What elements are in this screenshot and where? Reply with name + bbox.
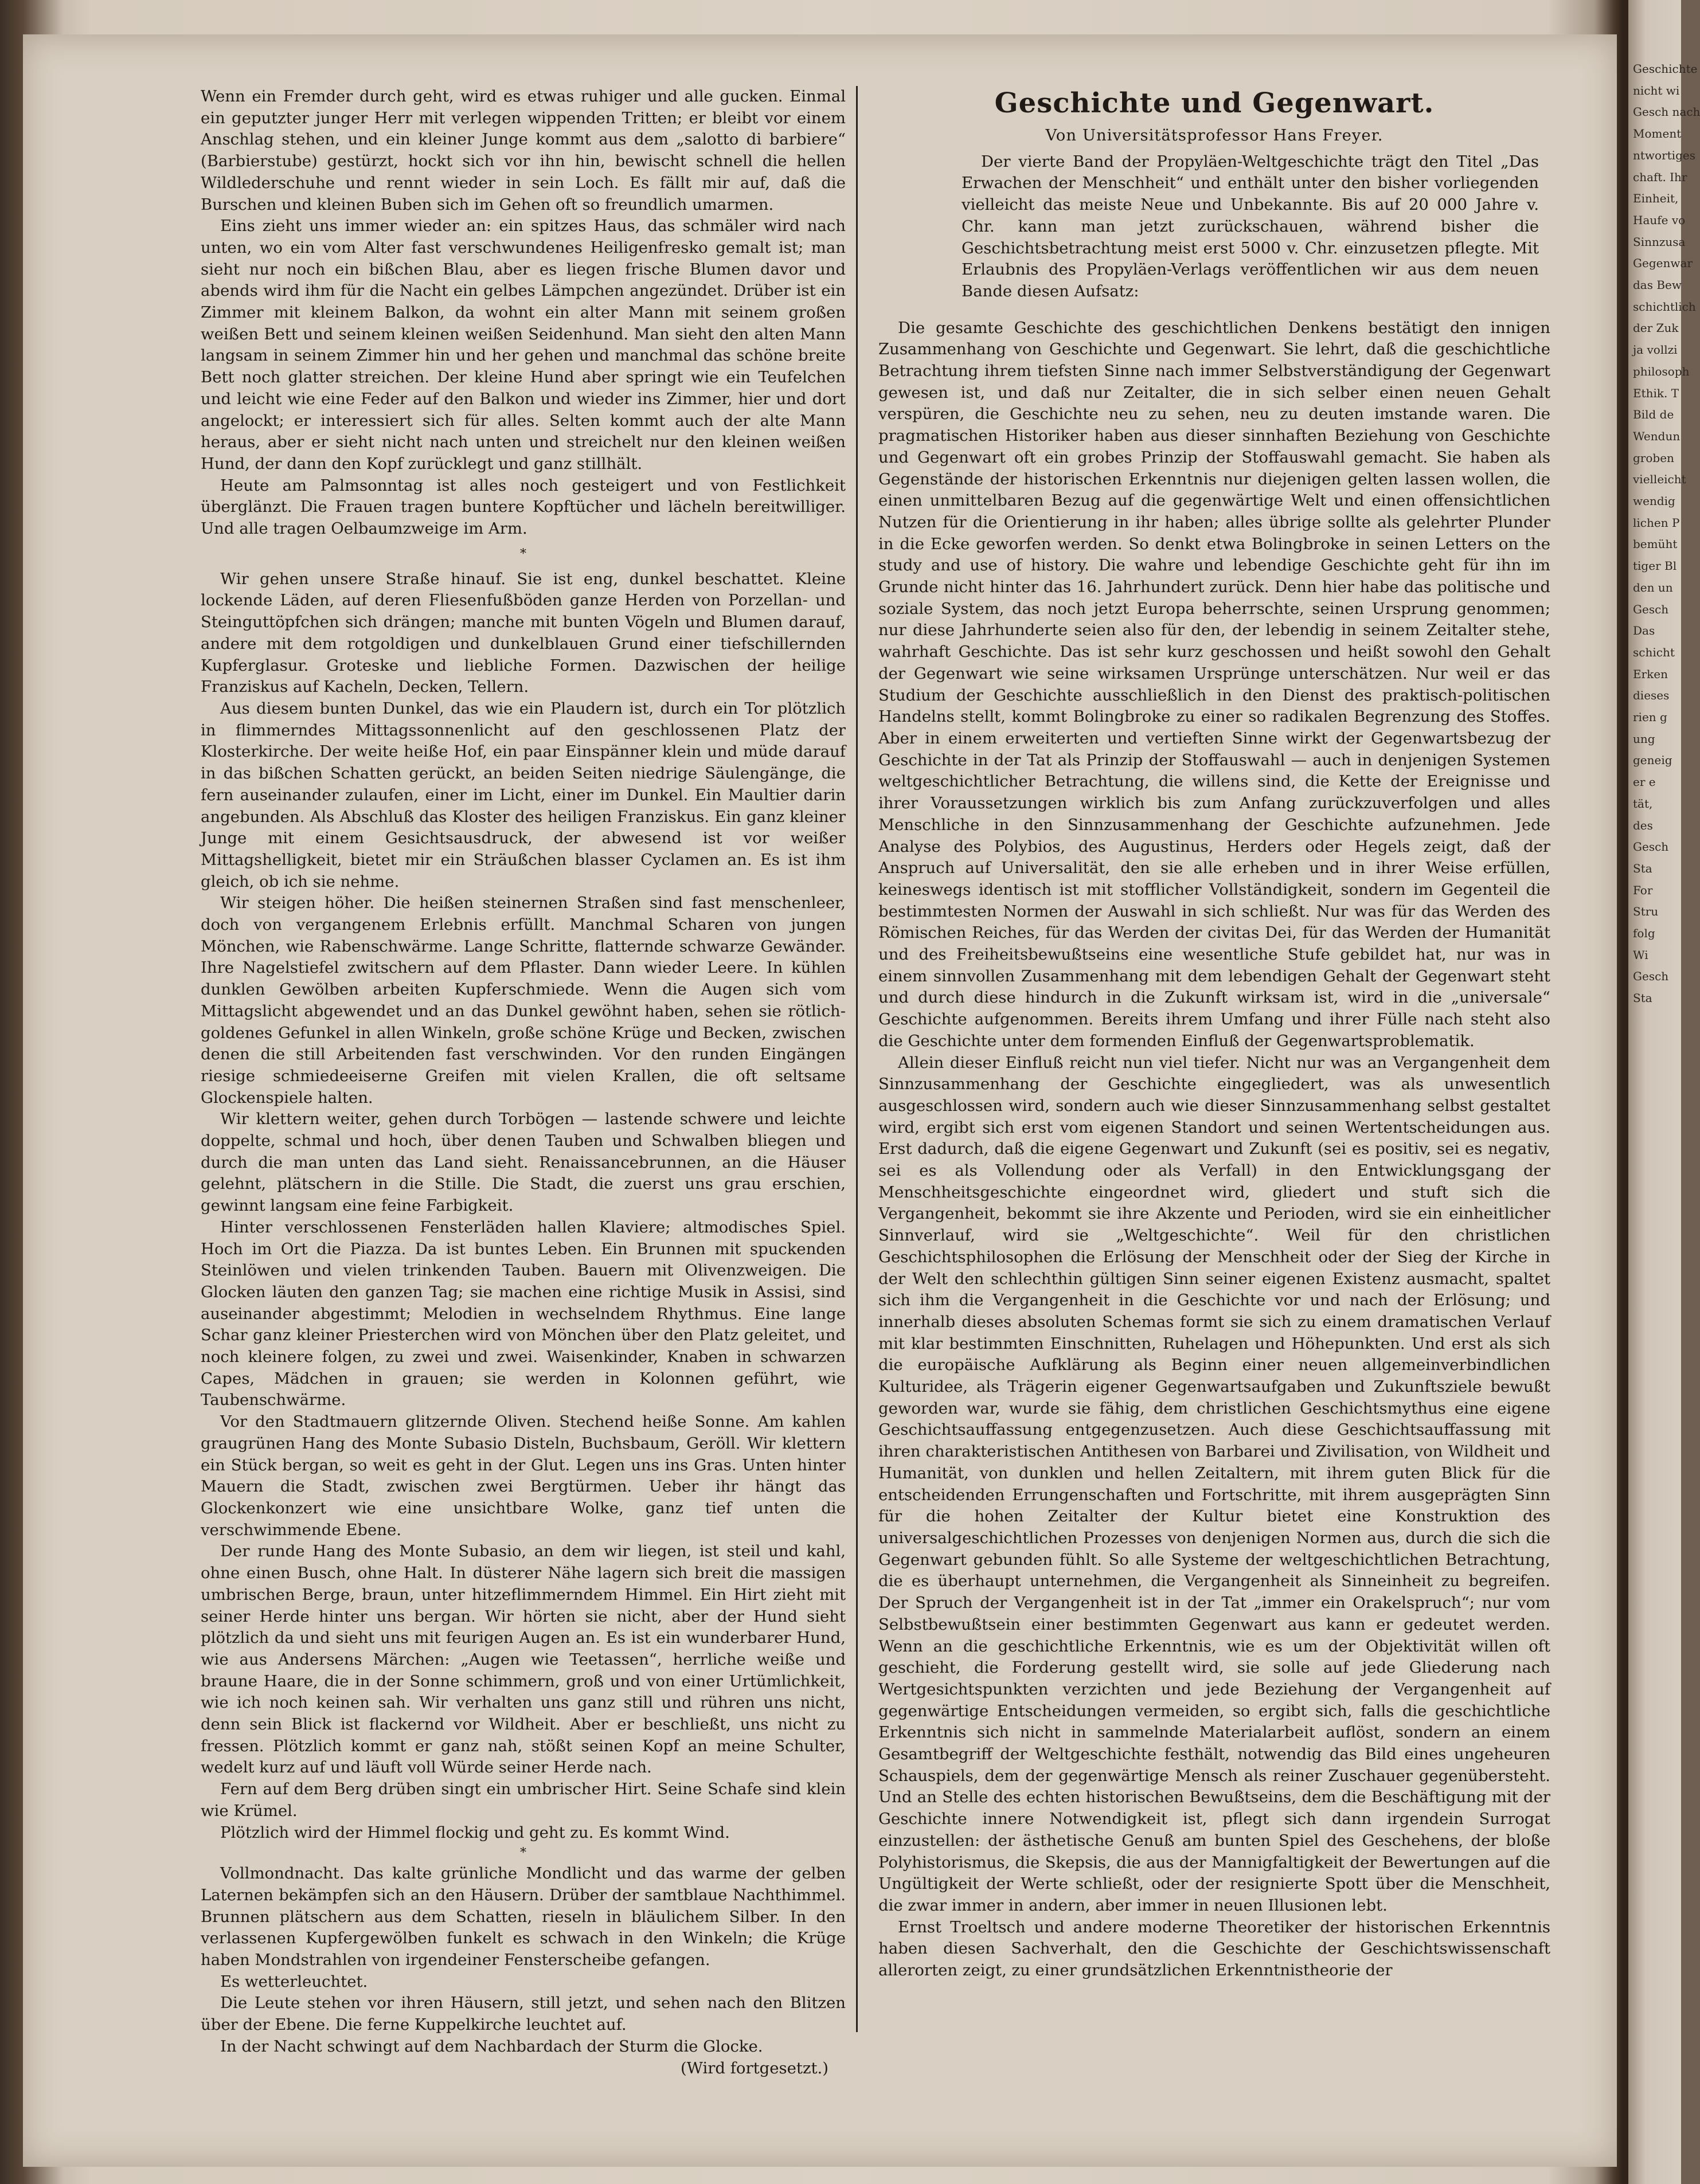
paragraph: Allein dieser Einfluß reicht nun viel tiefer. Nicht nur was an Vergangenheit dem Sinnzusammenhang der Geschichte eingegliedert, was als unwesentlich ausgeschlossen wird, sondern auch wie dieser Sinnzusammenhang selbst gestaltet wird, ergibt sich erst vom eigenen Standort und seinen Wertentscheidungen aus. Erst dadurch, daß die eigene Gegenwart und Zukunft (sei es positiv, sei es negativ, sei es als Vollendung oder als Verfall) in den Entwicklungsgang der Menschheitsgeschichte eingeordnet wird, gliedert und stuft sich die Vergangenheit, bekommt sie ihre Akzente und Perioden, wird sie ein einheitlicher Sinnverlauf, wird sie „Weltgeschichte“. Weil für den christlichen Geschichtsphilosophen die Erlösung der Menschheit oder der Sieg der Kirche in der Welt den schlechthin gültigen Sinn seiner eigenen Existenz ausmacht, spaltet sich ihm die Vergangenheit in die Geschichte vor und nach der Erlösung; und innerhalb dieses absoluten Schemas formt sie sich zu einem dramatischen Verlauf mit klar bestimmten Einschnitten, Ruhelagen und Höhepunkten. Und erst als sich die europäische Aufklärung als Beginn einer neuen allgemeinverbindlichen Kulturidee, als Trägerin eigener Gegenwartsaufgaben und Zukunftsziele bewußt geworden war, wurde sie fähig, dem christlichen Geschichtsmythus eine eigene Geschichtsauffassung entgegenzusetzen. Auch diese Geschichtsauffassung mit ihren charakteristischen Antithesen von Barbarei und Zivilisation, von Wildheit und Humanität, von dunklen und hellen Zeitaltern, mit ihrem guten Blick für die entscheidenden Errungenschaften und Fortschritte, mit ihrem ausgeprägten Sinn für die hohen Zeitalter der Kultur bietet eine Konstruktion des universalgeschichtlichen Prozesses von denjenigen Normen aus, durch die sich die Gegenwart gebunden fühlt. So alle Systeme der weltgeschichtlichen Betrachtung, die es überhaupt unternehmen, die Vergangenheit als Sinneinheit zu begreifen. Der Spruch der Vergangenheit ist in der Tat „immer ein Orakelspruch“; nur vom Selbstbewußtsein einer bestimmten Gegenwart aus kann er gedeutet werden. Wenn an die geschichtliche Erkenntnis, wie es um der Objektivität willen oft geschieht, die Forderung gestellt wird, sie solle auf jede Gliederung nach Wertgesichtspunkten verzichten und jede Beziehung der Vergangenheit auf gegenwärtige Entscheidungen vermeiden, so ergibt sich, falls die geschichtliche Erkenntnis sich nicht in sammelnde Materialarbeit auflöst, sondern an einem Gesamtbegriff der Weltgeschichte festhält, notwendig das Bild eines ungeheuren Schauspiels, dem der gegenwärtige Mensch als reiner Zuschauer gegenübersteht. Und an Stelle des echten historischen Bewußtseins, dem die Beschäftigung mit der Geschichte innere Notwendigkeit ist, pflegt sich dann irgendein Surrogat einzustellen: der ästhetische Genuß am bunten Spiel des Geschehens, der bloße Polyhistorismus, die Skepsis, die aus der Mannigfaltigkeit der Bewertungen auf die Ungültigkeit der Werte schließt, oder der resignierte Spott über die Menschheit, die zwar immer in andern, aber immer in neuen Illusionen lebt. (878, 1053, 1550, 1915)
adjacent-page-fragment: geneig (1633, 753, 1672, 768)
paragraph: Hinter verschlossenen Fensterläden hallen Klaviere; altmodisches Spiel. Hoch im Ort die Piazza. Da ist buntes Leben. Ein Brunnen mit spuckenden Steinlöwen und vielen trinkenden Tauben. Bauern mit Olivenzweigen. Die Glocken läuten den ganzen Tag; sie machen eine richtige Musik in Assisi, sind auseinander abgestimmt; Melodien in wechselndem Rhythmus. Eine lange Schar ganz kleiner Priesterchen wird von Mönchen über den Platz geleitet, und noch kleinere folgen, zu zwei und zwei. Waisenkinder, Knaben in schwarzen Capes, Mädchen in grauen; sie werden in Kolonnen geführt, wie Taubenschwärme. (201, 1218, 846, 1410)
paragraph: Wir gehen unsere Straße hinauf. Sie ist eng, dunkel beschattet. Kleine lockende Läden, auf deren Fliesenfußböden ganze Herden von Porzellan- und Steinguttöpfchen sich drängen; manche mit bunten Vögeln und Blumen darauf, andere mit dem rotgoldigen und dunkelblauen Grund einer tiefschillernden Kupferglasur. Groteske und liebliche Formen. Dazwischen der heilige Franziskus auf Kacheln, Decken, Tellern. (201, 569, 846, 696)
adjacent-page-fragment: Gesch (1633, 969, 1669, 984)
paragraph: Vor den Stadtmauern glitzernde Oliven. Stechend heiße Sonne. Am kahlen graugrünen Hang des Monte Subasio Disteln, Buchsbaum, Geröll. Wir klettern ein Stück bergan, so weit es geht in der Glut. Legen uns ins Gras. Unten hinter Mauern die Stadt, zwischen zwei Bergtürmen. Ueber ihr hängt das Glockenkonzert wie eine unsichtbare Wolke, ganz tief unten die verschwimmende Ebene. (201, 1412, 846, 1539)
adjacent-page-fragment: er e (1633, 775, 1656, 789)
adjacent-page-fragment: Gesch (1633, 840, 1669, 854)
adjacent-page-fragment: tiger Bl (1633, 559, 1677, 573)
adjacent-page-fragment: chaft. Ihr (1633, 170, 1687, 184)
adjacent-page-fragment: Geschichte (1633, 62, 1698, 76)
adjacent-page-fragment: Gegenwar (1633, 256, 1693, 271)
adjacent-page-fragment: For (1633, 883, 1653, 897)
adjacent-page-fragment: nicht wi (1633, 83, 1680, 97)
paragraph: Die gesamte Geschichte des geschichtlichen Denkens bestätigt den innigen Zusammenhang von Geschichte und Gegenwart. Sie lehrt, daß die geschichtliche Betrachtung ihrem tiefsten Sinne nach immer Selbstverständigung der Gegenwart gewesen ist, und daß nur Zeitalter, die in sich selber einen neuen Gehalt verspüren, die Geschichte neu zu sehen, neu zu deuten imstande waren. Die pragmatischen Historiker haben aus dieser sinnhaften Beziehung von Geschichte und Gegenwart oft ein grobes Prinzip der Stoffauswahl gemacht. Sie haben als Gegenstände der historischen Erkenntnis nur diejenigen gelten lassen wollen, die einen unmittelbaren Bezug auf die gegenwärtige Welt und einen offensichtlichen Nutzen für die Orientierung in ihr haben; alles übrige sollte als gelehrter Plunder in die Ecke geworfen werden. So denkt etwa Bolingbroke in seinen Letters on the study and use of history. Die wahre und lebendige Geschichte geht für ihn im Grunde nicht hinter das 16. Jahrhundert zurück. Denn hier habe das politische und soziale System, das noch jetzt Europa beherrschte, seinen Ursprung genommen; nur diese Jahrhunderte seien also für den, der lebendig in seinem Zeitalter stehe, wahrhaft Geschichte. Das ist sehr kurz geschossen und heißt sowohl den Gehalt der Gegenwart wie seine wirksamen Ursprünge unterschätzen. Nur weil er das Studium der Geschichte ausschließlich in den Dienst des praktisch-politischen Handelns stellt, kommt Bolingbroke zu einer so radikalen Begrenzung des Stoffes. Aber in einem erweiterten und vertieften Sinne wirkt der Gegenwartsbezug der Geschichte in der Tat als Prinzip der Stoffauswahl — auch in denjenigen Systemen weltgeschichtlicher Betrachtung, die willens sind, die Kette der Ereignisse und ihrer Voraussetzungen wirklich bis zum Anfang zurückzuverfolgen und alles Menschliche in den Sinnzusammenhang der Geschichte aufzunehmen. Jede Analyse des Polybios, des Augustinus, Herders oder Hegels zeigt, daß der Anspruch auf Universalität, den sie alle erheben und in ihrer Weise erfüllen, keineswegs identisch ist mit stofflicher Vollständigkeit, sondern im Gegenteil die bestimmtesten Normen der Auswahl in sich schließt. Nur was für das Werden des Römischen Reiches, für das Werden der civitas Dei, für das Werden der Humanität und des Freiheitsbewußtseins eine wesentliche Stufe gebildet hat, nur was in einem sinnvollen Zusammenhang mit dem lebendigen Gehalt der Gegenwart steht und durch diese hindurch in die Zukunft wirksam ist, wird in die „universale“ Geschichte aufgenommen. Bereits ihrem Umfang und ihrer Fülle nach steht also die Geschichte unter dem formenden Einfluß der Gegenwartsproblematik. (878, 318, 1550, 1050)
paragraph: Plötzlich wird der Himmel flockig und geht zu. Es kommt Wind. (220, 1823, 730, 1842)
adjacent-page-fragment: schichtlich (1633, 299, 1696, 314)
adjacent-page-fragment: Gesch (1633, 602, 1669, 616)
adjacent-page-fragment: Das (1633, 624, 1655, 638)
adjacent-page-fragment: Sta (1633, 861, 1652, 875)
adjacent-page-fragment: lichen P (1633, 515, 1680, 530)
adjacent-page-fragment: Einheit, (1633, 191, 1679, 206)
section-separator: * (520, 546, 526, 561)
adjacent-page-fragment: das Bew (1633, 278, 1682, 292)
adjacent-page-fragment: Wendun (1633, 429, 1681, 443)
article-headline: Geschichte und Gegenwart. (994, 87, 1435, 119)
adjacent-page-fragment: vielleicht (1633, 472, 1686, 487)
adjacent-page-fragment: Erken (1633, 667, 1668, 681)
adjacent-page-fragment: Gesch nach (1633, 105, 1700, 119)
section-separator: * (520, 1846, 526, 1861)
adjacent-page-fragment: Sta (1633, 991, 1652, 1005)
paragraph: Fern auf dem Berg drüben singt ein umbrischer Hirt. Seine Schafe sind klein wie Krümel. (201, 1780, 846, 1820)
adjacent-page-fragment: wendig (1633, 494, 1675, 508)
adjacent-page-fragment: tät, (1633, 796, 1653, 811)
adjacent-page-fragment: groben (1633, 451, 1674, 465)
adjacent-page-fragment: Bild de (1633, 408, 1674, 422)
article-byline: Von Universitätsprofessor Hans Freyer. (1045, 126, 1384, 144)
column-rule (856, 86, 858, 2032)
adjacent-page-fragment: des (1633, 818, 1653, 832)
adjacent-page-fragment: philosoph (1633, 364, 1690, 378)
paragraph: Eins zieht uns immer wieder an: ein spitzes Haus, das schmäler wird nach unten, wo ein vom Alter fast verschwundenes Heiligenfresko gemalt ist; man sieht nur noch ein bißchen Blau, aber es liegen frische Blumen davor und abends wird ihm für die Nacht ein gelbes Lämpchen angezündet. Drüber ist ein Zimmer mit kleinem Balkon, da wohnt ein alter Mann mit seinem großen weißen Bett und seinem kleinen weißen Seidenhund. Man sieht den alten Mann langsam in seinem Zimmer hin und her gehen und manchmal das schöne breite Bett noch glatter streichen. Der kleine Hund aber springt wie ein Teufelchen und leicht wie eine Feder auf den Balkon und wieder ins Zimmer, hier und dort angelockt; er interessiert sich für alles. Selten kommt auch der alte Mann heraus, aber er sieht nicht nach unten und streichelt nur den kleinen weißen Hund, der dann den Kopf zurücklegt und ganz stillhält. (201, 217, 846, 473)
left-column-feuilleton (201, 86, 846, 2079)
paragraph: Der runde Hang des Monte Subasio, an dem wir liegen, ist steil und kahl, ohne einen Busch, ohne Halt. In düsterer Nähe lagern sich breit die massigen umbrischen Berge, braun, unter hitzeflimmerndem Himmel. Ein Hirt zieht mit seiner Herde hinter uns bergan. Wir hörten sie nicht, aber der Hund sieht plötzlich da und sieht uns mit feurigen Augen an. Es ist ein wunderbarer Hund, wie aus Andersens Märchen: „Augen wie Teetassen“, herrliche weiße und braune Haare, die in der Sonne schimmern, groß und von einer Urtümlichkeit, wie ich noch keinen sah. Wir verhalten uns ganz still und rühren uns nicht, denn sein Blick ist flackernd vor Wildheit. Aber er beschließt, uns nicht zu fressen. Plötzlich kommt er ganz nah, stößt seinen Kopf an meine Schulter, wedelt kurz auf und läuft voll Würde seiner Herde nach. (201, 1542, 846, 1777)
adjacent-page-fragment: schicht (1633, 645, 1675, 659)
adjacent-page-fragment: der Zuk (1633, 321, 1679, 335)
adjacent-page-fragment: Ethik. T (1633, 386, 1679, 400)
adjacent-page-fragment: dieses (1633, 688, 1670, 703)
adjacent-page-fragment: den un (1633, 580, 1673, 594)
paragraph: Es wetterleuchtet. (220, 1972, 368, 1991)
paragraph: Ernst Troeltsch und andere moderne Theoretiker der historischen Erkenntnis haben diesen Sachverhalt, den die Geschichte der Geschichtswissenschaft allerorten zeigt, zu einer grundsätzlichen Erkenntnistheorie der (878, 1917, 1550, 1980)
paragraph: Wir steigen höher. Die heißen steinernen Straßen sind fast menschenleer, doch von vergangenem Erlebnis erfüllt. Manchmal Scharen von jungen Mönchen, wie Rabenschwärme. Lange Schritte, flatternde schwarze Gewänder. Ihre Nagelstiefel zwitschern auf dem Pflaster. Dann wieder Leere. In kühlen dunklen Gewölben arbeiten Kupferschmiede. Wenn die Augen sich vom Mittagslicht abgewendet und an das Dunkel gewöhnt haben, sehen sie rötlich-goldenes Gefunkel in allen Winkeln, große schöne Krüge und Becken, zwischen denen die still Arbeitenden fast verschwinden. Vor den runden Eingängen riesige schmiedeeiserne Greifen mit vielen Krallen, die oft seltsame Glockenspiele halten. (201, 894, 846, 1107)
adjacent-page-fragment: Moment (1633, 127, 1682, 141)
adjacent-page-fragment: folg (1633, 926, 1655, 940)
paragraph: In der Nacht schwingt auf dem Nachbardach der Sturm die Glocke. (220, 2037, 763, 2056)
paragraph: Die Leute stehen vor ihren Häusern, still jetzt, und sehen nach den Blitzen über der Ebene. Die ferne Kuppelkirche leuchtet auf. (201, 1994, 846, 2034)
continuation-note: (Wird fortgesetzt.) (680, 2058, 828, 2077)
intro-paragraph: Der vierte Band der Propyläen-Weltgeschichte trägt den Titel „Das Erwachen der Menschheit“ und enthält unter den bisher vorliegenden vielleicht das meiste Neue und Unbekannte. Bis auf 20 000 Jahre v. Chr. kann man jetzt zurückschauen, während bisher die Geschichtsbetrachtung meist erst 5000 v. Chr. einzusetzen pflegte. Mit Erlaubnis des Propyläen-Verlags veröffentlichen wir aus dem neuen Bande diesen Aufsatz: (962, 152, 1539, 300)
paragraph: Heute am Palmsonntag ist alles noch gesteigert und von Festlichkeit überglänzt. Die Frauen tragen buntere Kopftücher und lächeln bereitwilliger. Und alle tragen Oelbaumzweige im Arm. (201, 476, 846, 538)
adjacent-page-fragment: ung (1633, 731, 1655, 746)
adjacent-page-fragment: ntwortiges (1633, 148, 1695, 162)
adjacent-page-fragment: Sinnzusa (1633, 234, 1686, 249)
right-column-article (878, 86, 1550, 1982)
paragraph: Vollmondnacht. Das kalte grünliche Mondlicht und das warme der gelben Laternen bekämpfen sich an den Häusern. Drüber der samtblaue Nachthimmel. Brunnen plätschern aus dem Schatten, rieseln in bläulichem Silber. In den verlassenen Kupfergewölben funkelt es schwach in den Winkeln; die Krüge haben Mondstrahlen von irgendeiner Fensterscheibe gefangen. (201, 1864, 846, 1970)
paragraph: Wenn ein Fremder durch geht, wird es etwas ruhiger und alle gucken. Einmal ein geputzter junger Herr mit verlegen wippenden Tritten; er bleibt vor einem Anschlag stehen, und ein kleiner Junge kommt aus dem „salotto di barbiere“ (Barbierstube) gestürzt, hockt sich vor ihn hin, bewischt schnell die hellen Wildlederschuhe und rennt wieder in sein Loch. Es fällt mir auf, daß die Burschen und kleinen Buben sich im Gehen oft so freundlich umarmen. (201, 87, 846, 214)
adjacent-page-fragment: bemüht (1633, 537, 1678, 551)
adjacent-page-fragment: rien g (1633, 710, 1667, 724)
adjacent-page-fragment: Wi (1633, 948, 1648, 962)
adjacent-page-fragment: Haufe vo (1633, 213, 1686, 227)
paragraph: Wir klettern weiter, gehen durch Torbögen — lastende schwere und leichte doppelte, schmal und hoch, über denen Tauben und Schwalben bliegen und durch die man unten das Land sieht. Renaissancebrunnen, an die Häuser gelehnt, plätschern in die Stille. Die Stadt, die zuerst uns grau erschien, gewinnt langsam eine feine Farbigkeit. (201, 1110, 846, 1215)
adjacent-page-fragment: Stru (1633, 905, 1659, 919)
article-intro (962, 151, 1539, 303)
adjacent-page-fragment: ja vollzi (1633, 343, 1678, 357)
adjacent-page-edge (1628, 0, 1700, 2184)
paragraph: Aus diesem bunten Dunkel, das wie ein Plaudern ist, durch ein Tor plötzlich in flimmerndes Mittagssonnenlicht auf den geschlossenen Platz der Klosterkirche. Der weite heiße Hof, ein paar Einspänner klein und müde darauf in das bißchen Schatten gerückt, an beiden Seiten niedrige Säulengänge, die fern auseinander zulaufen, einer im Licht, einer im Dunkel. Ein Maultier darin angebunden. Als Abschluß das Kloster des heiligen Franziskus. Ein ganz kleiner Junge mit einem Gesichtsausdruck, der abwesend ist vor weißer Mittagshelligkeit, bietet mir ein Sträußchen blasser Cyclamen an. Es ist ihm gleich, ob ich sie nehme. (201, 699, 846, 891)
